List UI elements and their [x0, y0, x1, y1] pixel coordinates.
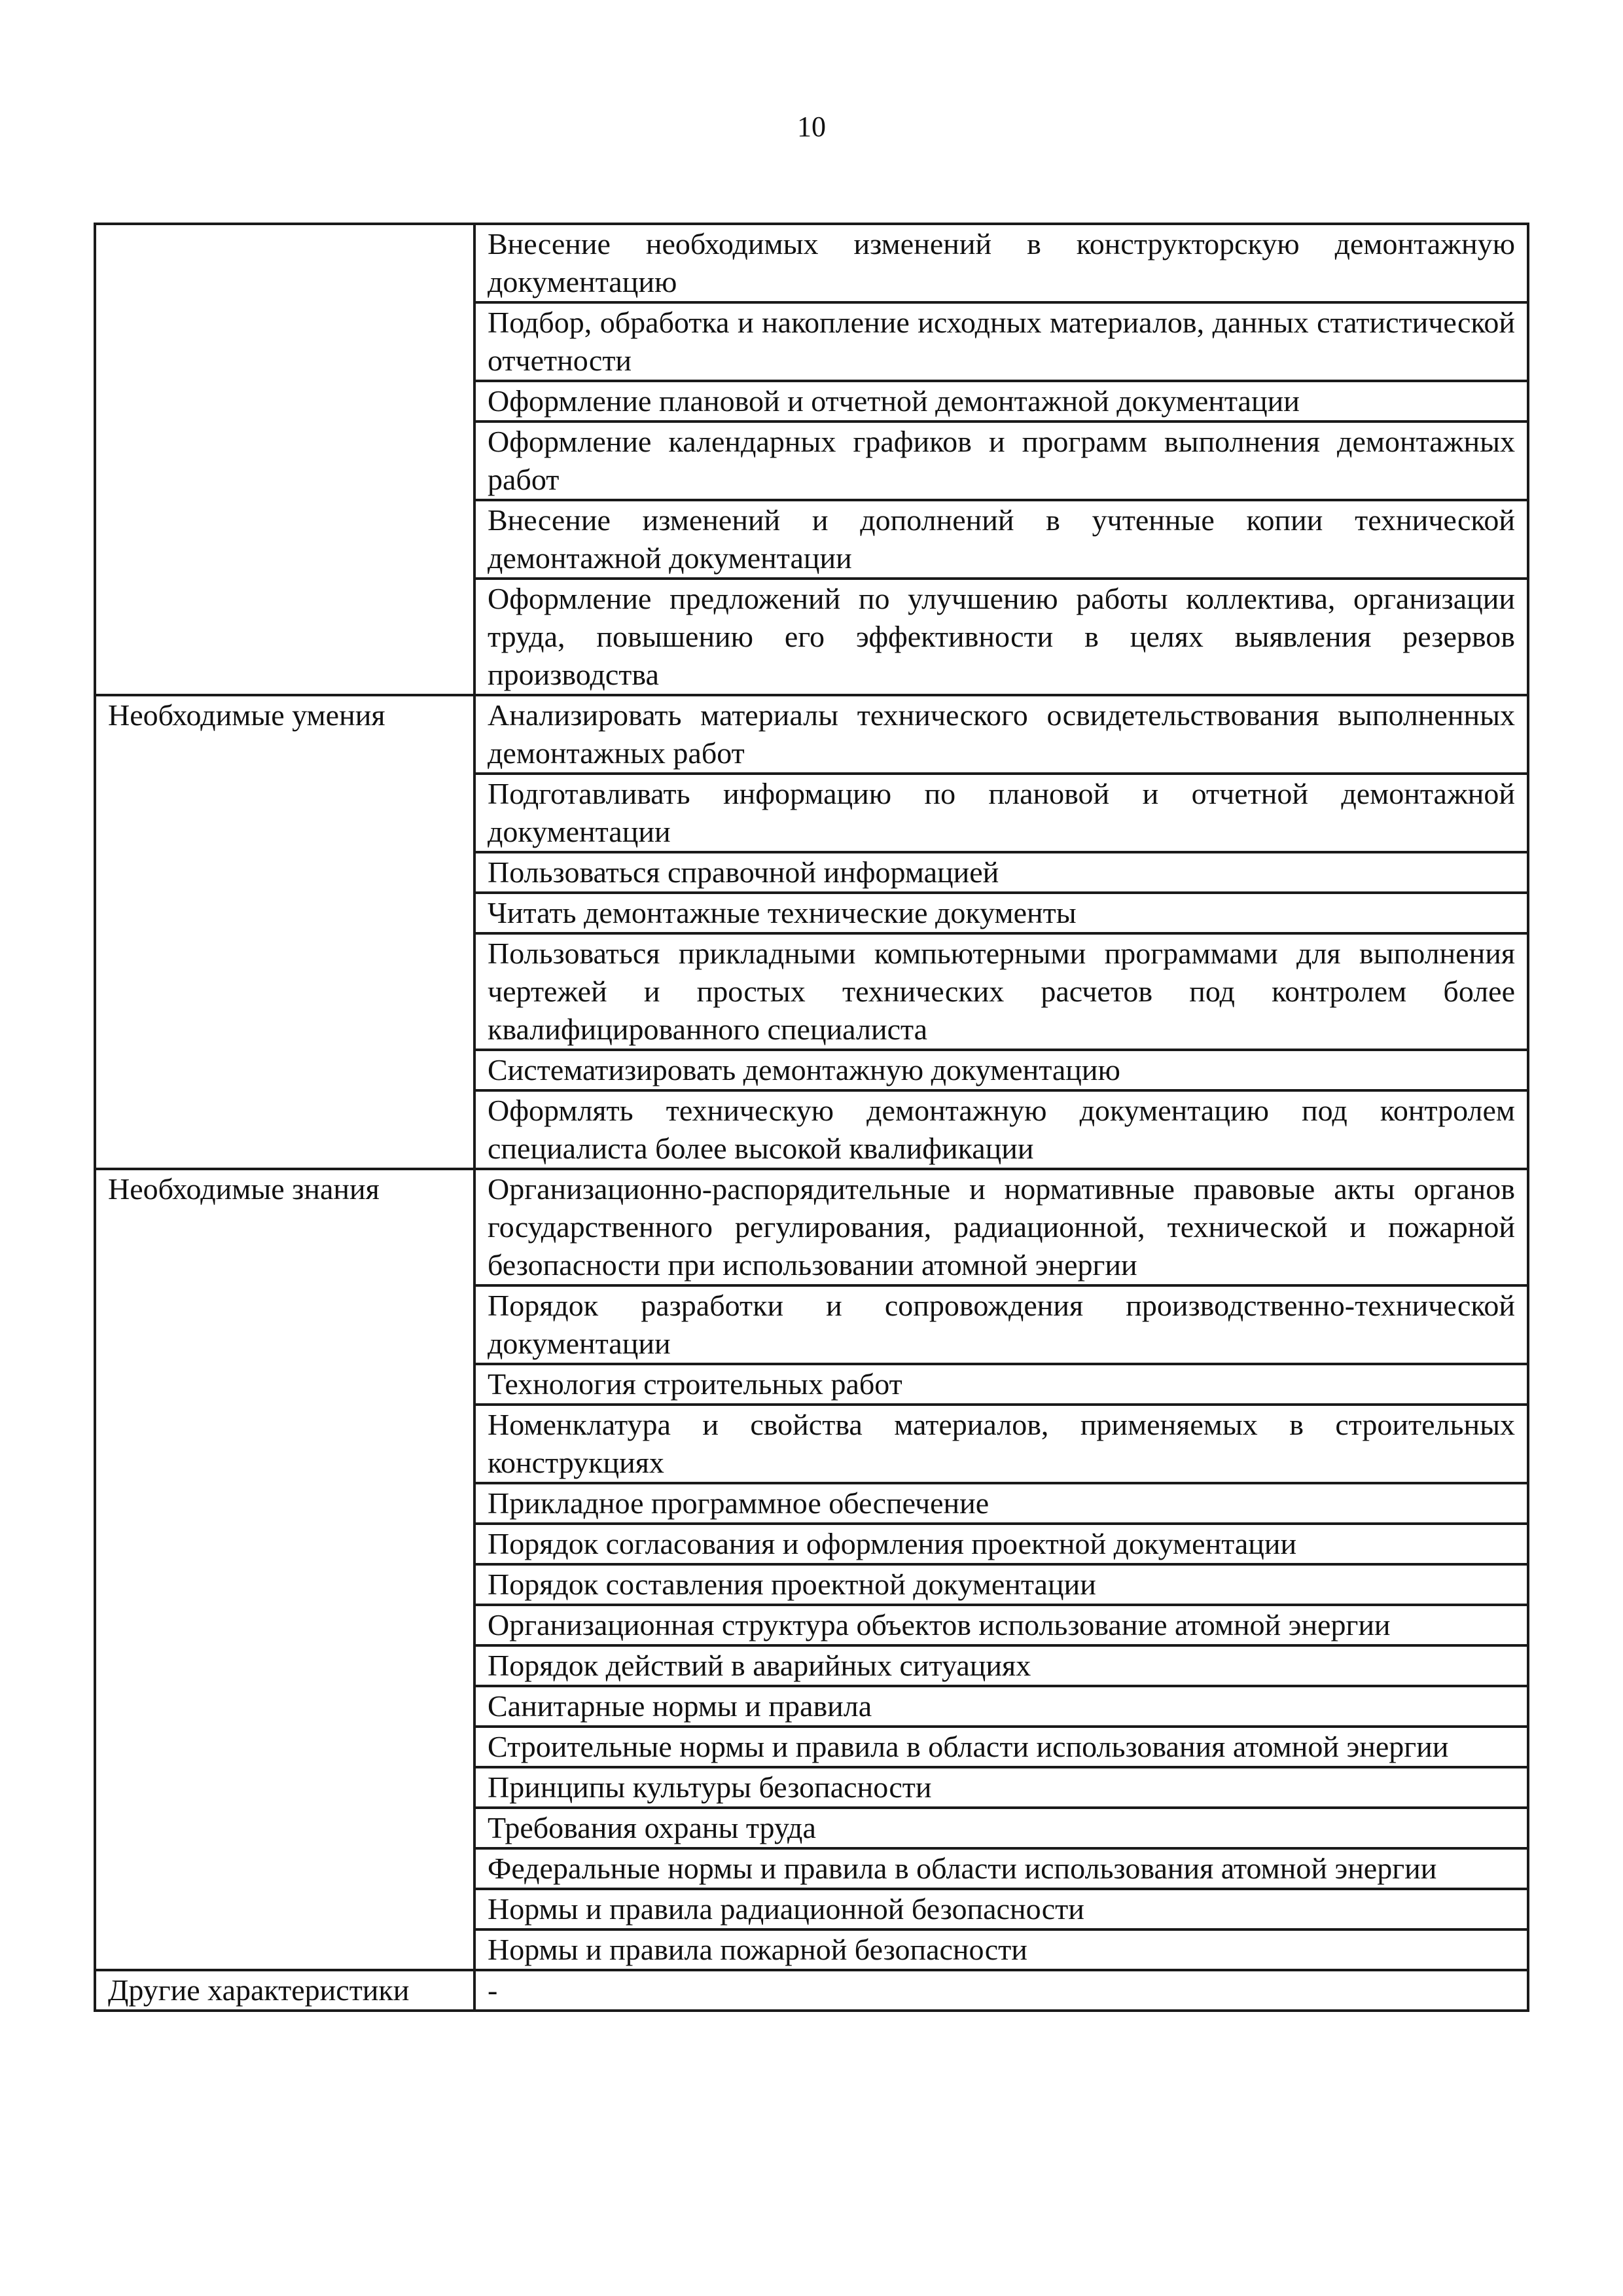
requirement-item: Порядок согласования и оформления проектной документации [474, 1524, 1528, 1564]
requirement-item: Федеральные нормы и правила в области использования атомной энергии [474, 1848, 1528, 1889]
requirement-item: Оформление плановой и отчетной демонтажной документации [474, 381, 1528, 422]
requirements-table [94, 223, 1529, 2012]
table-row [95, 224, 1528, 302]
table-row [95, 1169, 1528, 1285]
requirement-item: Оформлять техническую демонтажную документацию под контролем специалиста более высокой квалификации [474, 1090, 1528, 1169]
requirements-table-body [95, 224, 1528, 2011]
requirement-item: Оформление предложений по улучшению работы коллектива, организации труда, повышению его эффективности в целях выявления резервов производства [474, 579, 1528, 695]
section-label: Необходимые умения [95, 695, 474, 1169]
requirement-item: Санитарные нормы и правила [474, 1686, 1528, 1727]
section-label: Необходимые знания [95, 1169, 474, 1970]
requirement-item: - [474, 1970, 1528, 2011]
section-label: Другие характеристики [95, 1970, 474, 2011]
requirement-item: Организационно-распорядительные и нормативные правовые акты органов государственного регулирования, радиационной, технической и пожарной безопасности при использовании атомной энергии [474, 1169, 1528, 1285]
requirement-item: Систематизировать демонтажную документацию [474, 1050, 1528, 1090]
requirement-item: Пользоваться справочной информацией [474, 852, 1528, 893]
requirement-item: Пользоваться прикладными компьютерными программами для выполнения чертежей и простых технических расчетов под контролем более квалифицированного специалиста [474, 933, 1528, 1050]
requirement-item: Прикладное программное обеспечение [474, 1483, 1528, 1524]
requirement-item: Внесение изменений и дополнений в учтенные копии технической демонтажной документации [474, 500, 1528, 579]
requirement-item: Технология строительных работ [474, 1364, 1528, 1405]
requirement-item: Строительные нормы и правила в области использования атомной энергии [474, 1727, 1528, 1767]
section-label [95, 224, 474, 695]
requirement-item: Порядок действий в аварийных ситуациях [474, 1645, 1528, 1686]
table-row [95, 1970, 1528, 2011]
requirement-item: Требования охраны труда [474, 1808, 1528, 1848]
requirement-item: Номенклатура и свойства материалов, применяемых в строительных конструкциях [474, 1405, 1528, 1483]
table-row [95, 695, 1528, 774]
requirement-item: Организационная структура объектов использование атомной энергии [474, 1605, 1528, 1645]
requirement-item: Порядок составления проектной документации [474, 1564, 1528, 1605]
requirement-item: Читать демонтажные технические документы [474, 893, 1528, 933]
requirement-item: Порядок разработки и сопровождения производственно-технической документации [474, 1285, 1528, 1364]
requirement-item: Нормы и правила пожарной безопасности [474, 1929, 1528, 1970]
requirement-item: Нормы и правила радиационной безопасности [474, 1889, 1528, 1929]
requirement-item: Анализировать материалы технического освидетельствования выполненных демонтажных работ [474, 695, 1528, 774]
requirement-item: Подбор, обработка и накопление исходных материалов, данных статистической отчетности [474, 302, 1528, 381]
requirement-item: Внесение необходимых изменений в конструкторскую демонтажную документацию [474, 224, 1528, 302]
requirement-item: Принципы культуры безопасности [474, 1767, 1528, 1808]
page-number: 10 [797, 111, 826, 143]
requirement-item: Оформление календарных графиков и программ выполнения демонтажных работ [474, 422, 1528, 500]
requirement-item: Подготавливать информацию по плановой и отчетной демонтажной документации [474, 774, 1528, 852]
